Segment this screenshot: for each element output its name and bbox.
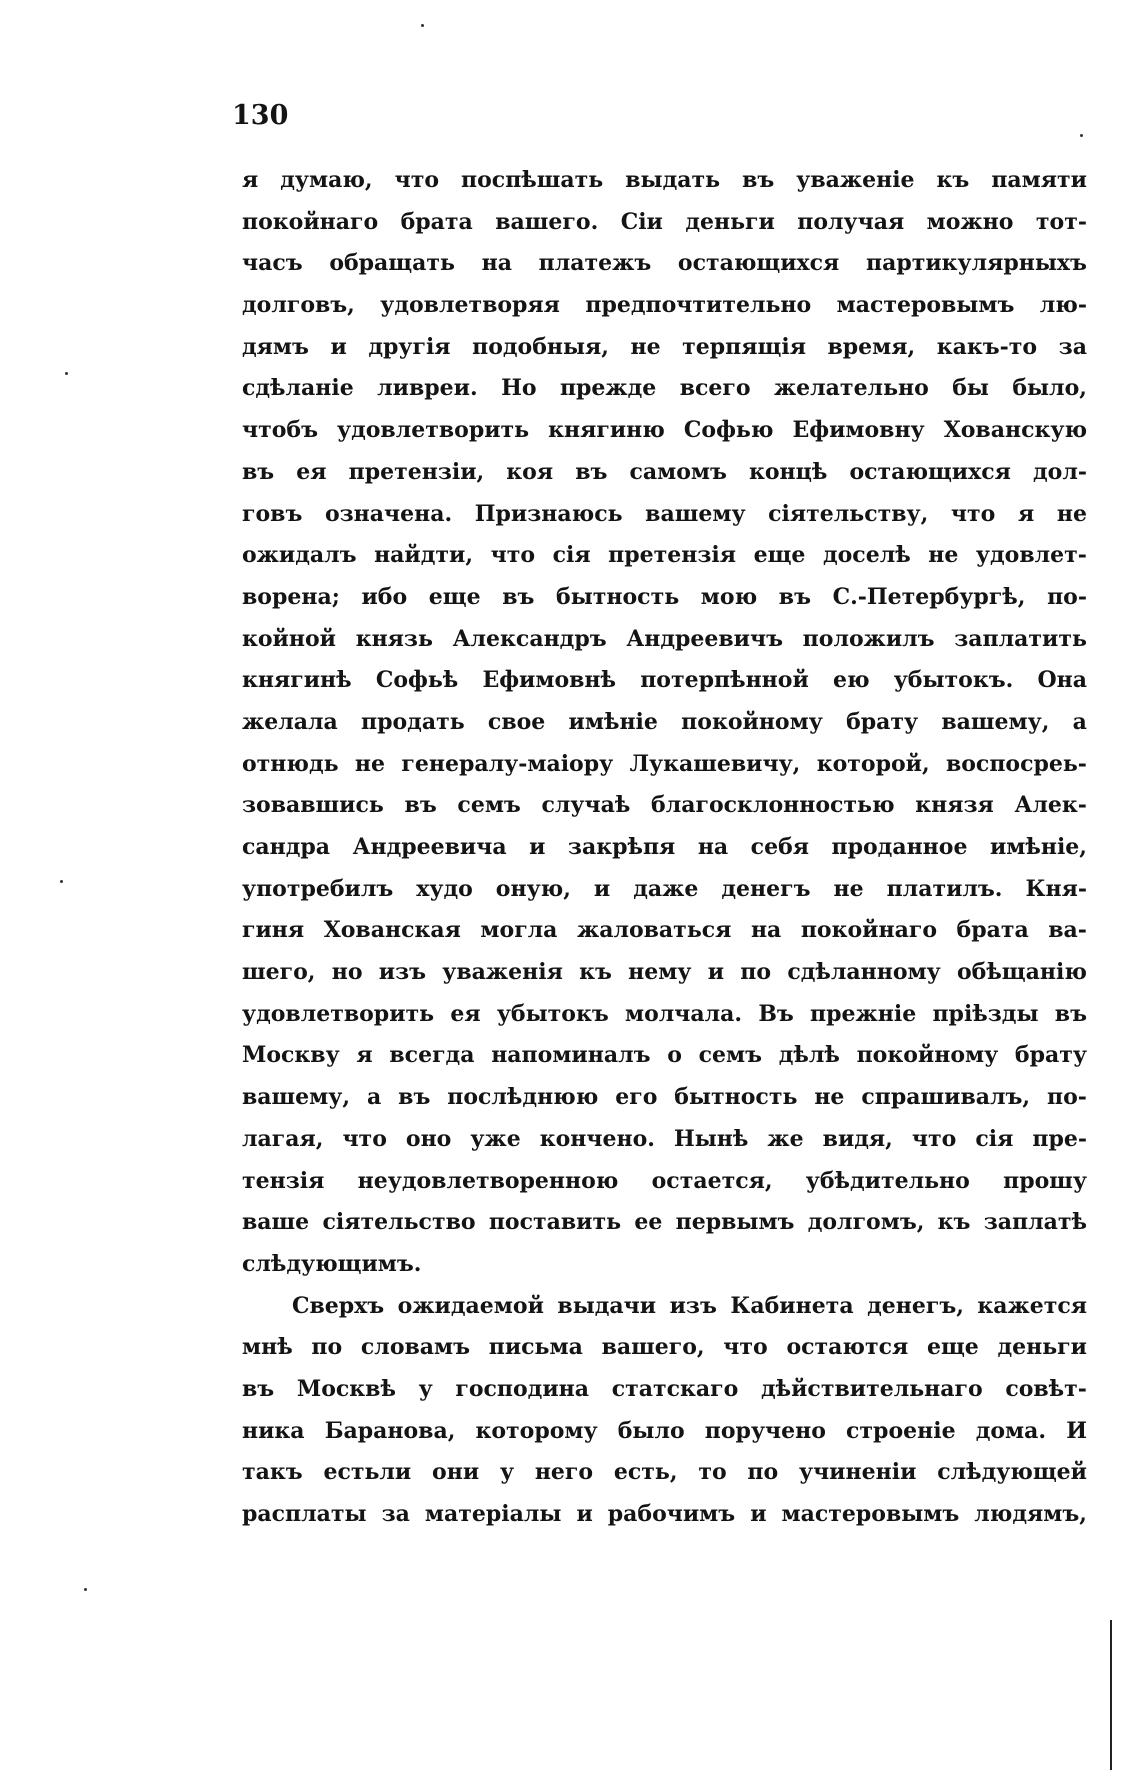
text-line: я думаю, что поспѣшать выдать въ уваженіе къ памяти <box>242 167 1087 193</box>
text-line: шего, но изъ уваженія къ нему и по сдѣланному обѣщанію <box>242 959 1087 986</box>
print-speck <box>60 880 63 883</box>
text-line: расплаты за матеріалы и рабочимъ и мастеровымъ людямъ, <box>242 1501 1087 1527</box>
text-line: лагая, что оно уже кончено. Нынѣ же видя, что сія пре- <box>242 1125 1087 1152</box>
text-line: долговъ, удовлетворяя предпочтительно мастеровымъ лю- <box>242 292 1087 319</box>
text-line: употребилъ худо оную, и даже денегъ не платилъ. Кня- <box>242 875 1087 902</box>
text-line: зовавшись въ семъ случаѣ благосклонностью князя Алек- <box>242 792 1087 819</box>
text-line: сдѣланіе ливреи. Но прежде всего желательно бы было, <box>242 375 1087 402</box>
text-line: Москву я всегда напоминалъ о семъ дѣлѣ покойному брату <box>242 1042 1087 1069</box>
text-line: въ Москвѣ у господина статскаго дѣйствительнаго совѣт- <box>242 1375 1087 1402</box>
text-line: чтобъ удовлетворить княгиню Софью Ефимовну Хованскую <box>242 417 1087 444</box>
text-line: вашему, а въ послѣднюю его бытность не спрашивалъ, по- <box>242 1084 1087 1111</box>
page-number: 130 <box>232 100 289 131</box>
text-line: сандра Андреевича и закрѣпя на себя проданное имѣніе, <box>242 834 1087 860</box>
text-line: гиня Хованская могла жаловаться на покойнаго брата ва- <box>242 917 1087 944</box>
text-line: покойнаго брата вашего. Сіи деньги получая можно тот- <box>242 208 1087 235</box>
print-speck <box>421 24 424 27</box>
text-line: Сверхъ ожидаемой выдачи изъ Кабинета денегъ, кажется <box>292 1292 1087 1319</box>
text-line: такъ естьли они у него есть, то по учиненіи слѣдующей <box>242 1459 1087 1486</box>
text-line: удовлетворить ея убытокъ молчала. Въ прежніе пріѣзды въ <box>242 1000 1087 1027</box>
text-line: часъ обращать на платежъ остающихся партикулярныхъ <box>242 250 1087 277</box>
text-line: слѣдующимъ. <box>242 1250 422 1277</box>
text-line: желала продать свое имѣніе покойному брату вашему, а <box>242 708 1087 735</box>
text-line: ожидалъ найдти, что сія претензія еще доселѣ не удовлет- <box>242 542 1087 569</box>
text-line: ворена; ибо еще въ бытность мою въ С.-Петербургѣ, по- <box>242 583 1087 610</box>
text-line: княгинѣ Софьѣ Ефимовнѣ потерпѣнной ею убытокъ. Она <box>242 667 1087 694</box>
print-speck <box>65 372 68 375</box>
text-line: говъ означена. Признаюсь вашему сіятельству, что я не <box>242 500 1087 527</box>
text-line: койной князь Александръ Андреевичъ положилъ заплатить <box>242 625 1087 652</box>
text-line: отнюдь не генералу-маіору Лукашевичу, которой, воспосреь- <box>242 750 1087 777</box>
text-line: тензія неудовлетворенною остается, убѣдительно прошу <box>242 1167 1087 1194</box>
scan-edge-line <box>1110 1620 1112 1770</box>
text-line: ваше сіятельство поставить ее первымъ долгомъ, къ заплатѣ <box>242 1209 1087 1236</box>
text-line: дямъ и другія подобныя, не терпящія время, какъ-то за <box>242 333 1087 360</box>
text-line: ника Баранова, которому было поручено строеніе дома. И <box>242 1417 1087 1444</box>
print-speck <box>84 1588 87 1591</box>
text-line: въ ея претензіи, коя въ самомъ концѣ остающихся дол- <box>242 458 1087 485</box>
print-speck <box>1080 134 1083 137</box>
text-line: мнѣ по словамъ письма вашего, что остаются еще деньги <box>242 1334 1087 1361</box>
body-text <box>242 160 1087 1536</box>
